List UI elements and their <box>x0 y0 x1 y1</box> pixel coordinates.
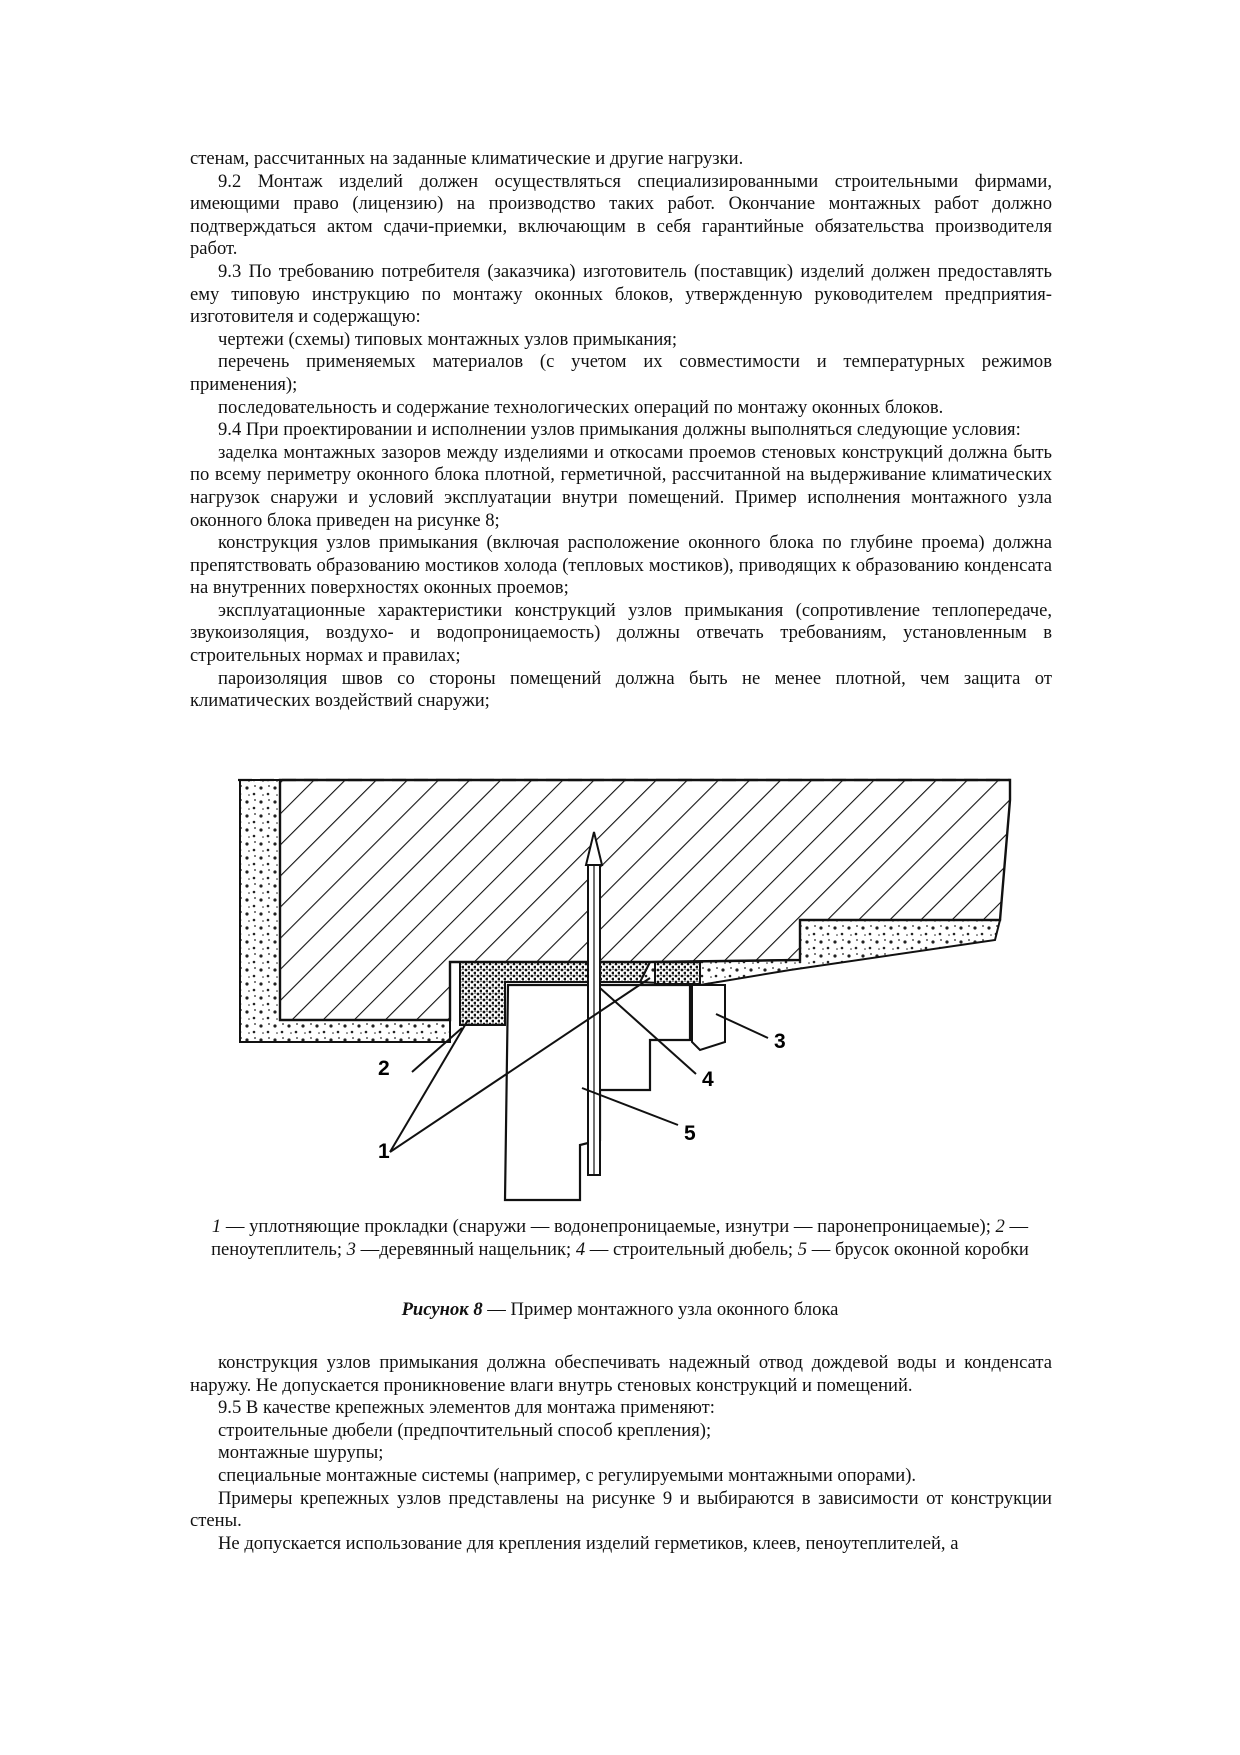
callout-5: 5 <box>684 1122 696 1145</box>
list-item: специальные монтажные системы (например, с регулируемыми монтажными опорами). <box>218 1464 917 1486</box>
legend-num: 4 <box>575 1238 586 1260</box>
legend-text: —деревянный нащельник; <box>355 1238 576 1260</box>
list-item: конструкция узлов примыкания должна обеспечивать надежный отвод дождевой воды и конденсата наружу. Не допускается проникновение влаги внутрь стеновых конструкций и помещений. <box>190 1352 1052 1396</box>
outer-seal <box>655 962 700 984</box>
legend-text: — пеноутеплитель; <box>211 1216 1029 1260</box>
top-text-block <box>190 148 1052 713</box>
callout-2: 2 <box>378 1057 390 1080</box>
legend-text: — строительный дюбель; <box>585 1238 798 1260</box>
legend-num: 3 <box>346 1238 356 1260</box>
legend-text: — брусок оконной коробки <box>807 1238 1029 1260</box>
callout-4: 4 <box>702 1068 714 1091</box>
paragraph: 9.3 По требованию потребителя (заказчика) изготовитель (поставщик) изделий должен предоставлять ему типовую инструкцию по монтажу оконных блоков, утвержденную руководителем предприятия-изготовителя и содержащую: <box>190 260 1052 328</box>
list-item: эксплуатационные характеристики конструкций узлов примыкания (сопротивление теплопередаче, звукоизоляция, воздухо- и водопроницаемость) должны отвечать требованиям, установленным в строительных нормах и правилах; <box>190 599 1052 667</box>
legend-text: — уплотняющие прокладки (снаружи — водонепроницаемые, изнутри — паронепроницаемые); <box>221 1216 996 1237</box>
bottom-text-block <box>190 1352 1052 1555</box>
callout-3: 3 <box>774 1030 786 1053</box>
paragraph: Примеры крепежных узлов представлены на рисунке 9 и выбираются в зависимости от конструкции стены. <box>190 1487 1052 1532</box>
list-item: последовательность и содержание технологических операций по монтажу оконных блоков. <box>218 396 944 418</box>
list-item: перечень применяемых материалов (с учетом их совместимости и температурных режимов применения); <box>190 351 1052 395</box>
list-item: пароизоляция швов со стороны помещений должна быть не менее плотной, чем защита от климатических воздействий снаружи; <box>190 667 1052 712</box>
list-item: монтажные шурупы; <box>218 1442 384 1464</box>
legend-num: 2 <box>995 1216 1005 1237</box>
callout-1: 1 <box>378 1140 390 1163</box>
list-item: заделка монтажных зазоров между изделиями и откосами проемов стеновых конструкций должна быть по всему периметру оконного блока плотной, герметичной, рассчитанной на выдерживание климатических нагрузок снаружи и условий эксплуатации внутри помещений. Пример исполнения монтажного узла оконного блока приведен на рисунке 8; <box>190 441 1052 531</box>
paragraph: 9.4 При проектировании и исполнении узлов примыкания должны выполняться следующие условия: <box>218 419 1021 441</box>
list-item: конструкция узлов примыкания (включая расположение оконного блока по глубине проема) должна препятствовать образованию мостиков холода (тепловых мостиков), приводящих к образованию конденсата на внутренних поверхностях оконных проемов; <box>190 532 1052 599</box>
figure-legend <box>200 1216 1040 1261</box>
paragraph: 9.2 Монтаж изделий должен осуществляться специализированными строительными фирмами, имеющими право (лицензию) на производство таких работ. Окончание монтажных работ должно подтверждаться актом сдачи-приемки, включающим в себя гарантийные обязательства производителя работ. <box>190 170 1052 260</box>
legend-num: 5 <box>797 1238 808 1260</box>
paragraph: 9.5 В качестве крепежных элементов для монтажа применяют: <box>218 1397 715 1419</box>
figure-title <box>200 1299 1040 1322</box>
list-item: строительные дюбели (предпочтительный способ крепления); <box>218 1419 712 1441</box>
paragraph: стенам, рассчитанных на заданные климатические и другие нагрузки. <box>190 148 744 169</box>
list-item: чертежи (схемы) типовых монтажных узлов примыкания; <box>218 328 677 350</box>
cover-strip <box>692 985 725 1050</box>
legend-num: 1 <box>211 1216 222 1237</box>
paragraph: Не допускается использование для крепления изделий герметиков, клеев, пеноутеплителей, а <box>218 1532 959 1554</box>
figure-number: Рисунок 8 <box>401 1299 483 1320</box>
figure-title-text: — Пример монтажного узла оконного блока <box>482 1299 839 1320</box>
window-joint-drawing <box>230 770 1030 1210</box>
